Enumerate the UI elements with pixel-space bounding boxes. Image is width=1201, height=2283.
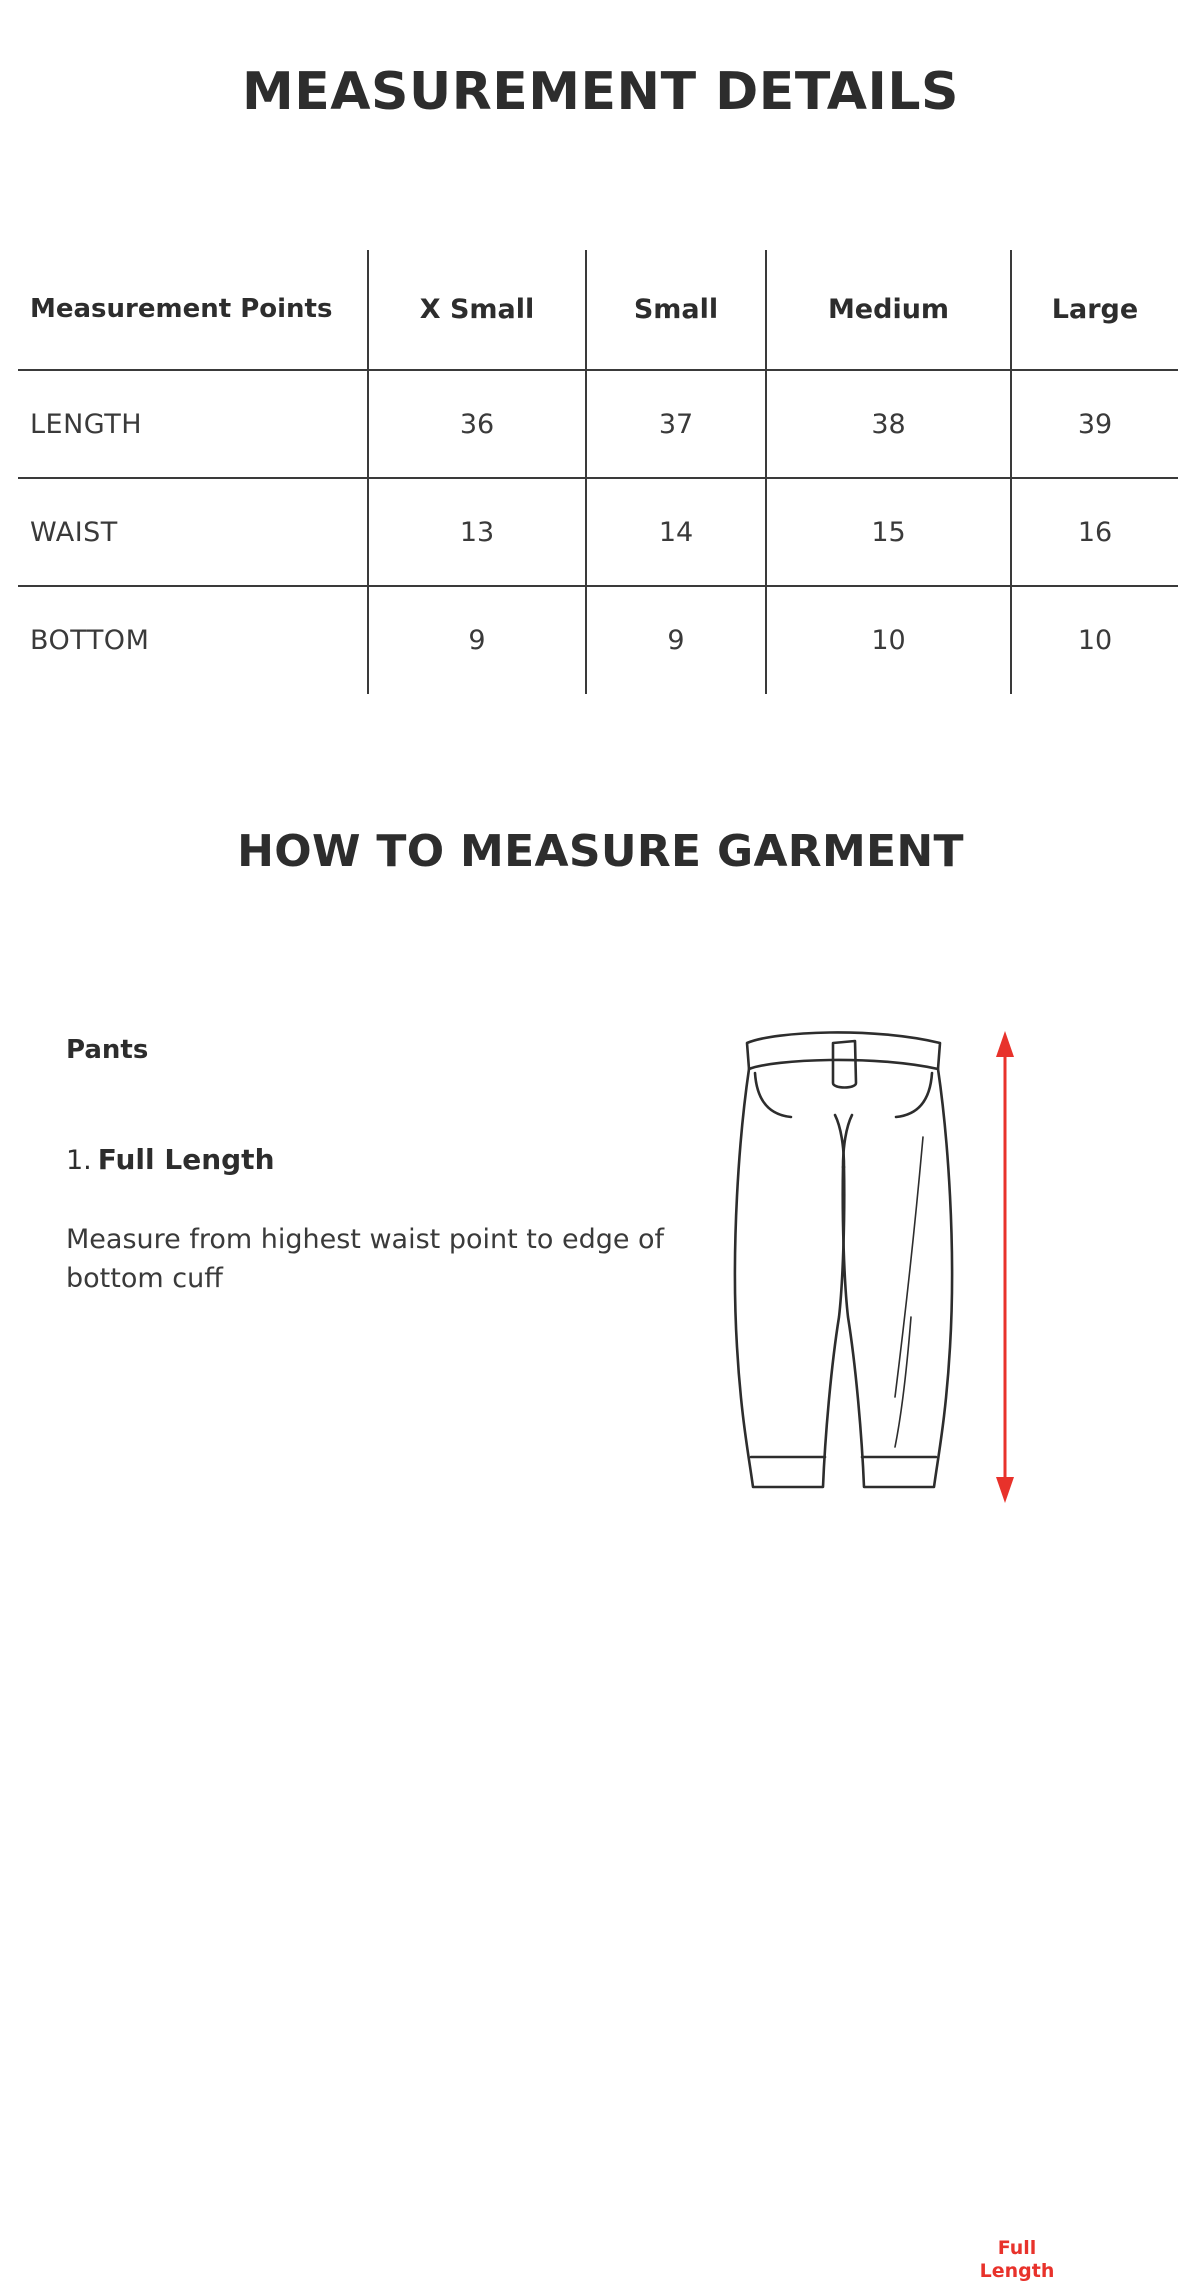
arrow-label-line-1: Full xyxy=(997,2237,1037,2259)
how-to-measure-body xyxy=(0,1017,1201,2282)
column-header-small: Small xyxy=(586,250,766,370)
drape-line-right xyxy=(895,1137,923,1397)
right-leg-outline xyxy=(843,1069,952,1487)
row-label-bottom: BOTTOM xyxy=(30,625,150,656)
measurement-table-container xyxy=(0,250,1201,694)
table-header-row xyxy=(18,250,1178,370)
measure-step xyxy=(66,1143,695,1176)
measurement-table xyxy=(18,250,1178,694)
pants-diagram xyxy=(715,1017,1135,2282)
step-name: Full Length xyxy=(97,1143,275,1176)
row-label-waist: WAIST xyxy=(18,478,368,586)
crotch-seam-2 xyxy=(843,1115,852,1167)
section-title: HOW TO MEASURE GARMENT xyxy=(237,826,964,877)
full-length-arrow-label xyxy=(971,2237,1063,2283)
arrow-head-bottom xyxy=(996,1477,1014,1503)
cell-waist-x-small: 13 xyxy=(368,478,586,586)
cell-waist-large: 16 xyxy=(1011,478,1178,586)
left-leg-outline xyxy=(735,1069,844,1487)
how-to-measure-section xyxy=(0,810,1201,2282)
how-to-measure-text xyxy=(66,1017,695,1298)
right-pocket xyxy=(896,1073,932,1117)
table-header xyxy=(18,250,1178,370)
cell-bottom-small: 9 xyxy=(586,586,766,694)
cell-length-large: 39 xyxy=(1011,370,1178,478)
cell-waist-small: 14 xyxy=(586,478,766,586)
table-row xyxy=(18,370,1178,478)
step-description: Measure from highest waist point to edge of bottom cuff xyxy=(66,1224,665,1295)
column-header-measurement-points: Measurement Points xyxy=(18,250,368,370)
cell-length-medium: 38 xyxy=(766,370,1011,478)
column-header-large: Large xyxy=(1011,250,1178,370)
full-length-arrow xyxy=(996,1031,1014,1503)
pants-illustration-svg xyxy=(715,1017,1135,1537)
row-label-length: LENGTH xyxy=(18,370,368,478)
cell-bottom-medium: 10 xyxy=(766,586,1011,694)
cell-length-small: 37 xyxy=(586,370,766,478)
cell-bottom-large: 10 xyxy=(1011,586,1178,694)
arrow-head-top xyxy=(996,1031,1014,1057)
cell-length-x-small: 36 xyxy=(368,370,586,478)
table-row xyxy=(18,586,1178,694)
arrow-label-line-2: Length xyxy=(979,2259,1055,2282)
column-header-x-small: X Small xyxy=(368,250,586,370)
fly-tab xyxy=(833,1041,856,1088)
left-pocket xyxy=(755,1073,791,1117)
table-body xyxy=(18,370,1178,694)
waistband-outline xyxy=(747,1032,940,1069)
cell-waist-medium: 15 xyxy=(766,478,1011,586)
garment-type-label: Pants xyxy=(66,1035,149,1065)
cell-bottom-x-small: 9 xyxy=(368,586,586,694)
table-row xyxy=(18,478,1178,586)
column-header-medium: Medium xyxy=(766,250,1011,370)
step-number: 1. xyxy=(66,1145,92,1176)
page-title: MEASUREMENT DETAILS xyxy=(242,62,959,122)
